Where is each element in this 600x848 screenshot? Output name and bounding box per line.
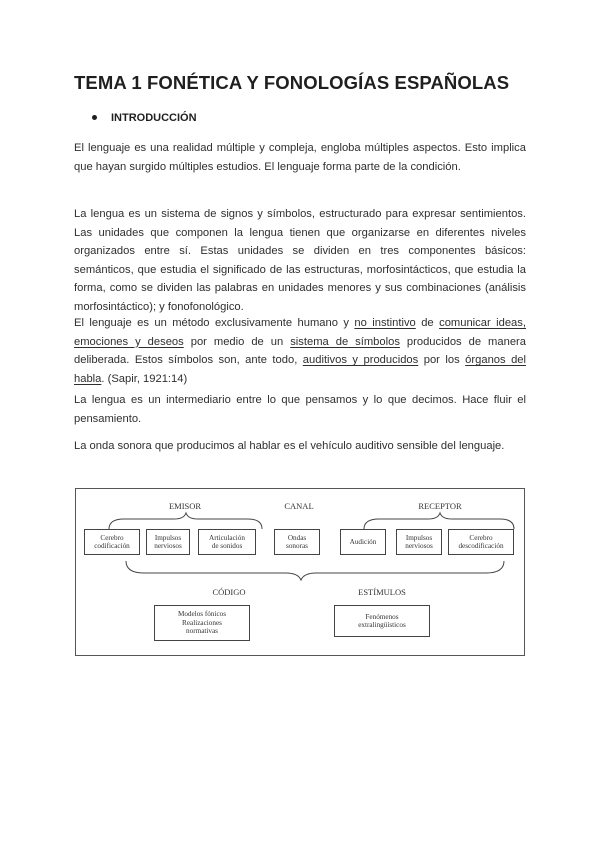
receptor-brace [364,513,514,529]
emisor-label: EMISOR [168,501,202,511]
paragraph-4: La lengua es un intermediario entre lo que pensamos y lo que decimos. Hace fluir el pensamiento. [74,394,526,425]
canal-label: CANAL [284,501,314,511]
underlined-phrase: comunicar ideas, emociones y deseos [74,317,526,348]
box-text: normativas [186,627,218,636]
box-text: Cerebro [469,533,493,542]
box-text: Impulsos [154,533,182,542]
paragraph-1: El lenguaje es una realidad múltiple y compleja, engloba múltiples aspectos. Esto implica que hayan surgido múltiples estudios. El lenguaje forma parte de la condición. [74,142,526,173]
box-text: descodificación [458,542,504,550]
box-text: Realizaciones [182,618,222,627]
box-text: extralingüísticos [358,621,406,629]
paragraph-3-text: por los [418,354,466,366]
diagram-braces [76,489,526,657]
receptor-label: RECEPTOR [418,501,462,511]
box-text: Modelos fónicos [177,610,227,619]
box-text: Audición [349,537,377,546]
box-text: Fenómenos [365,612,399,621]
box-audicion [340,529,386,555]
box-text: Cerebro [100,533,124,542]
codigo-label: CÓDIGO [212,587,246,597]
estimulos-label: ESTÍMULOS [358,587,406,597]
paragraph-3 [74,314,526,388]
box-cerebro-codificacion [84,529,140,555]
bullet-icon [92,115,97,120]
box-articulacion [198,529,256,555]
underlined-phrase: sistema de símbolos [290,335,400,348]
box-text: nerviosos [405,542,433,550]
paragraph-5: La onda sonora que producimos al hablar es el vehículo auditivo sensible del lenguaje. [74,440,505,452]
paragraph-3-text: por medio de un [183,335,291,348]
box-text: codificación [94,542,130,550]
page-title: TEMA 1 FONÉTICA Y FONOLOGÍAS ESPAÑOLAS [74,72,510,93]
underlined-phrase: auditivos y producidos [302,354,419,366]
box-text: Articulación [209,533,245,542]
box-fenomenos-extralinguisticos [334,605,430,637]
box-text: sonoras [286,542,308,550]
box-modelos-fonicos [154,605,250,641]
underlined-phrase: órganos del habla [74,354,527,385]
paragraph-3-text: . (Sapir, 1921:14) [101,372,188,385]
box-impulsos-nerviosos-emisor [146,529,190,555]
process-brace [126,561,504,580]
emisor-brace [109,513,262,529]
box-cerebro-descodificacion [448,529,514,555]
box-text: de sonidos [211,542,243,550]
box-text: Impulsos [405,533,433,542]
section-heading-label: INTRODUCCIÓN [111,112,197,124]
paragraph-3-text: El lenguaje es un método exclusivamente humano y [74,317,355,329]
paragraph-2: La lengua es un sistema de signos y símbolos, estructurado para expresar sentimientos. Las unidades que componen la lengua tienen que organizarse en diferentes niveles organizados entre sí. Estas unidades se dividen en tres componentes básicos: semánticos, que estudia el significado de las estructuras, morfosintácticos, que estudia la forma, como se dividen las palabras en unidades menores y sus combinaciones (análisis morfosintáctico); y fonofonológico. [74,208,526,313]
paragraph-3-text: de [415,317,440,329]
underlined-phrase: no instintivo [354,317,416,329]
box-text: Ondas [287,533,307,542]
box-impulsos-nerviosos-receptor [396,529,442,555]
box-text: nerviosos [154,542,182,550]
box-ondas-sonoras [274,529,320,555]
paragraph-3-text: producidos de manera deliberada. Estos símbolos son, ante todo, [74,335,526,366]
section-heading [92,112,197,124]
communication-diagram [75,488,525,656]
